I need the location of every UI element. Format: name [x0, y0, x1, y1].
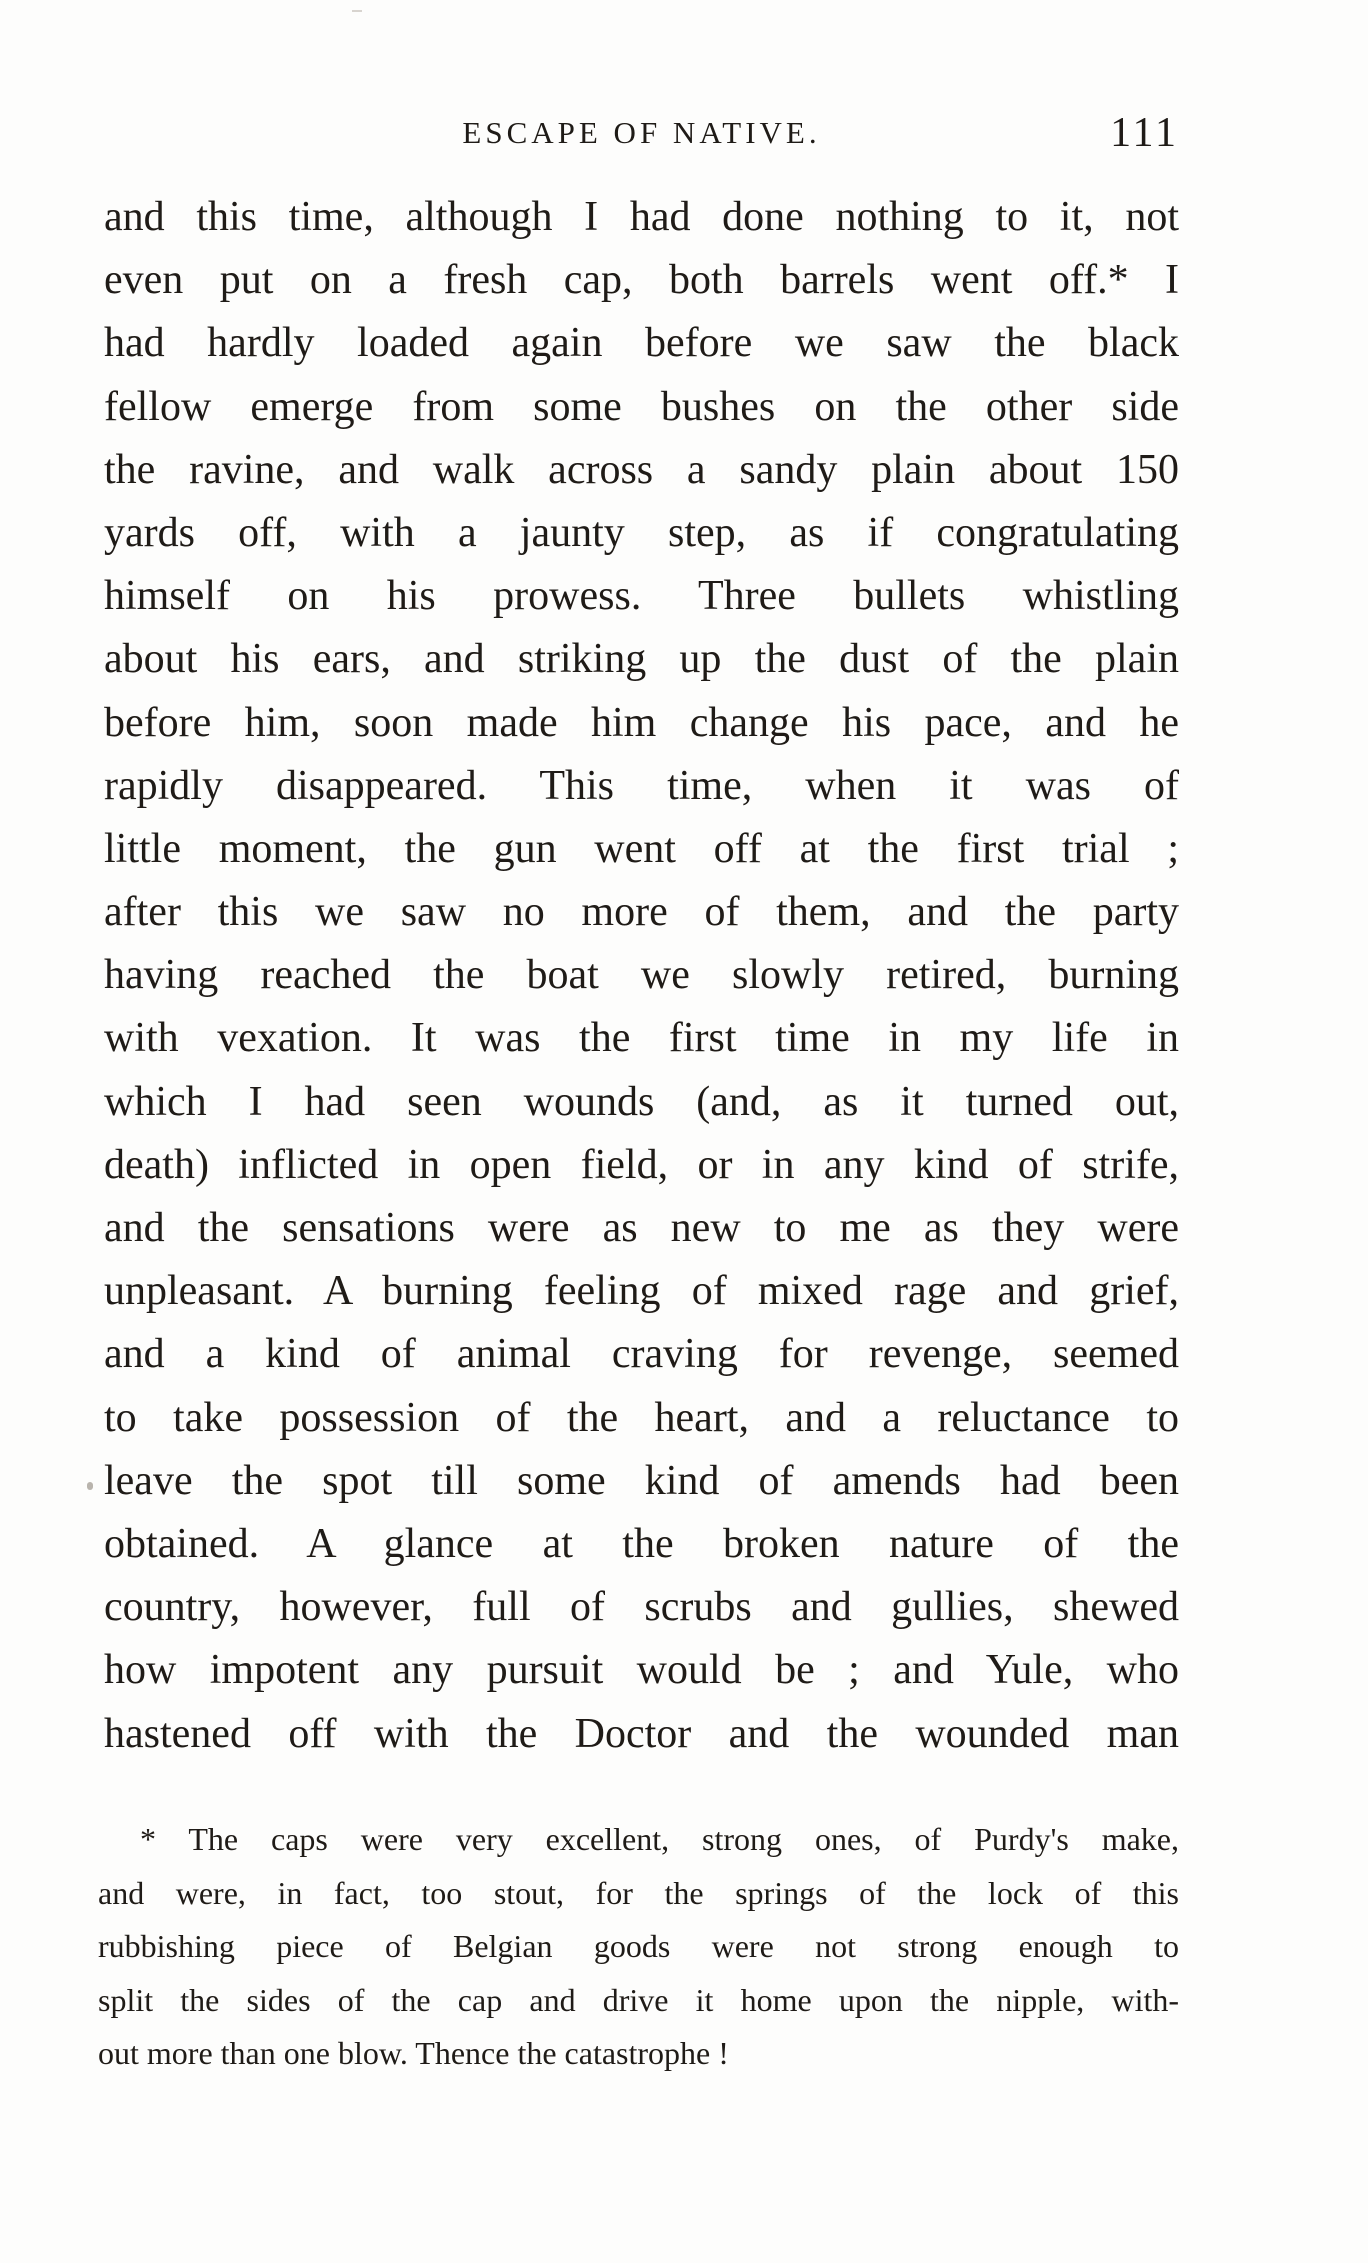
text-line: even put on a fresh cap, both barrels went off.* I	[104, 257, 1179, 304]
body-text	[104, 186, 1179, 1766]
text-line: and the sensations were as new to me as they were	[104, 1205, 1179, 1251]
text-line: which I had seen wounds (and, as it turned out,	[104, 1078, 1179, 1125]
text-line: had hardly loaded again before we saw the black	[104, 320, 1179, 367]
text-line: after this we saw no more of them, and the party	[104, 889, 1179, 936]
text-line: with vexation. It was the first time in my life in	[104, 1015, 1179, 1062]
text-line: before him, soon made him change his pace, and he	[104, 699, 1179, 746]
text-line: fellow emerge from some bushes on the other side	[104, 383, 1179, 430]
text-line: and this time, although I had done nothing to it, not	[104, 194, 1179, 240]
margin-mark	[87, 1482, 93, 1490]
text-line: the ravine, and walk across a sandy plain about 150	[104, 446, 1179, 493]
text-line: how impotent any pursuit would be ; and Yule, who	[104, 1647, 1179, 1694]
print-mark	[352, 10, 362, 12]
page-header	[104, 108, 1179, 158]
footnote-line: * The caps were very excellent, strong ones, of Purdy's make,	[140, 1821, 1179, 1857]
text-line: obtained. A glance at the broken nature of the	[104, 1520, 1179, 1567]
footnote-line: rubbishing piece of Belgian goods were not strong enough to	[98, 1928, 1179, 1964]
text-line: little moment, the gun went off at the first trial ;	[104, 825, 1179, 872]
running-head: ESCAPE OF NATIVE.	[462, 115, 821, 150]
text-line: unpleasant. A burning feeling of mixed rage and grief,	[104, 1268, 1179, 1315]
text-line: himself on his prowess. Three bullets whistling	[104, 573, 1179, 620]
text-line: yards off, with a jaunty step, as if congratulating	[104, 509, 1179, 556]
page-number: 111	[1110, 110, 1179, 156]
text-line: death) inflicted in open field, or in any kind of strife,	[104, 1141, 1179, 1188]
text-line: leave the spot till some kind of amends had been	[104, 1457, 1179, 1504]
footnote-line: and were, in fact, too stout, for the springs of the lock of this	[98, 1874, 1179, 1911]
text-line: rapidly disappeared. This time, when it was of	[104, 762, 1179, 809]
footnote	[98, 1813, 1179, 2081]
text-line: country, however, full of scrubs and gullies, shewed	[104, 1584, 1179, 1631]
text-line: having reached the boat we slowly retired, burning	[104, 952, 1179, 999]
footnote-line: split the sides of the cap and drive it home upon the nipple, with-	[98, 1981, 1179, 2018]
footnote-line: out more than one blow. Thence the catastrophe !	[98, 2035, 729, 2071]
text-line: to take possession of the heart, and a reluctance to	[104, 1394, 1179, 1441]
text-line: hastened off with the Doctor and the wounded man	[104, 1710, 1179, 1757]
text-line: about his ears, and striking up the dust of the plain	[104, 636, 1179, 683]
text-line: and a kind of animal craving for revenge, seemed	[104, 1331, 1179, 1378]
